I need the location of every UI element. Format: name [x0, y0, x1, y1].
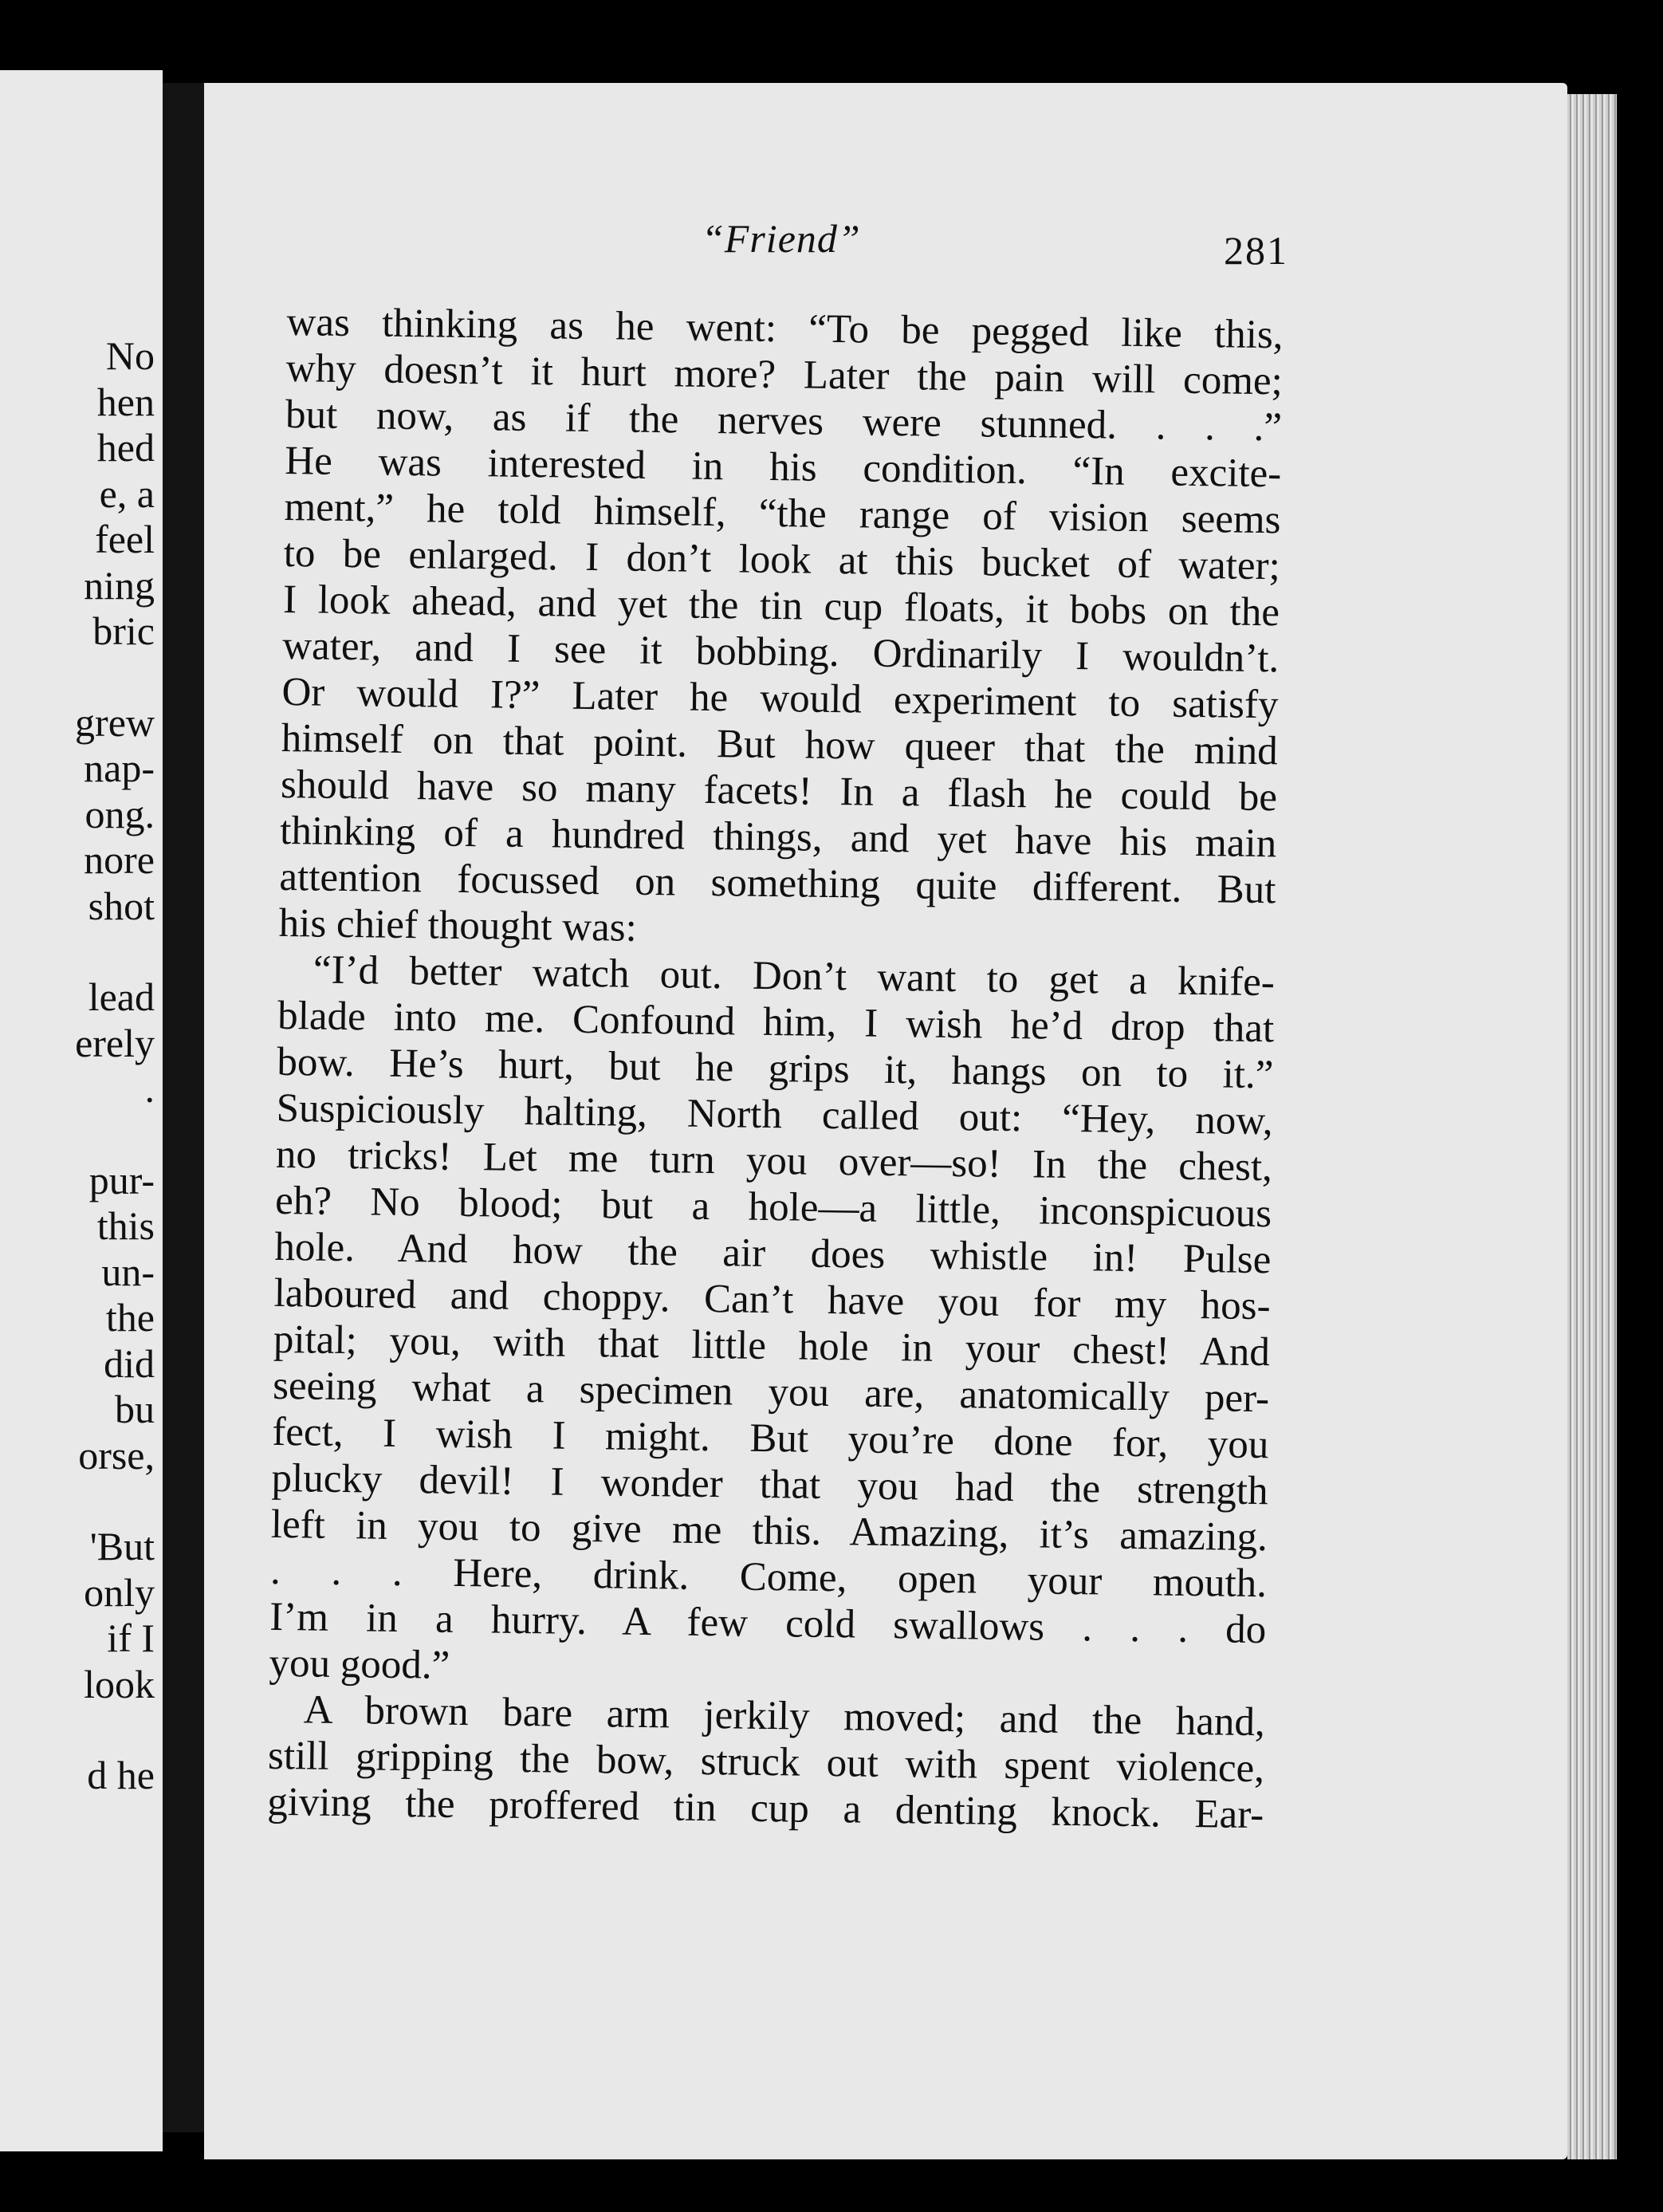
page-body-text	[267, 299, 1284, 1838]
text-line: pital; you, with that little hole in your chest! And	[273, 1317, 1271, 1376]
left-page-fragment: only	[84, 1569, 155, 1615]
text-line: why doesn’t it hurt more? Later the pain will come;	[285, 345, 1284, 404]
text-line: giving the proffered tin cup a denting knock. Ear-	[266, 1779, 1264, 1838]
left-page-fragment: if I	[107, 1616, 155, 1660]
left-page-fragment: nap-	[84, 746, 155, 790]
text-line: himself on that point. But how queer that the mind	[281, 715, 1279, 774]
left-page-fragment: hed	[96, 425, 155, 470]
text-line: to be enlarged. I don’t look at this bucket of water;	[283, 530, 1281, 589]
left-page-fragment: un-	[101, 1249, 155, 1294]
left-page-fragment: pur-	[88, 1157, 155, 1202]
left-page-fragment: bu	[115, 1387, 155, 1431]
left-page-fragment: grew	[75, 699, 155, 745]
text-line: ment,” he told himself, “the range of vision seems	[284, 484, 1281, 543]
text-line: hole. And how the air does whistle in! Pulse	[274, 1224, 1272, 1283]
left-page-fragment: .	[144, 1066, 155, 1111]
text-line: but now, as if the nerves were stunned. . . .”	[285, 392, 1283, 451]
text-line: attention focussed on something quite different. But	[279, 854, 1276, 913]
text-line: A brown bare arm jerkily moved; and the hand,	[303, 1687, 1266, 1746]
left-page-text-fragments	[0, 333, 155, 1799]
page-number: 281	[1224, 228, 1288, 273]
text-line: should have so many facets! In a flash he could be	[280, 762, 1278, 821]
left-page	[0, 70, 163, 2151]
left-page-fragment: lead	[88, 974, 155, 1019]
left-page-fragment: look	[84, 1661, 155, 1706]
text-line: “I’d better watch out. Don’t want to get a knife-	[313, 947, 1276, 1006]
left-page-fragment: e, a	[99, 470, 155, 516]
left-page-fragment: orse,	[78, 1432, 155, 1478]
left-page-fragment: bric	[92, 608, 155, 653]
left-page-fragment	[0, 655, 155, 700]
text-line: He was interested in his condition. “In excite-	[284, 438, 1282, 497]
left-page-fragment: hen	[96, 379, 155, 424]
text-line: bow. He’s hurt, but he grips it, hangs on to it.”	[277, 1039, 1274, 1098]
left-page-fragment: shot	[88, 883, 155, 928]
text-line: . . . Here, drink. Come, open your mouth.	[269, 1548, 1268, 1607]
left-page-fragment: nore	[84, 837, 155, 882]
text-line: left in you to give me this. Amazing, it’s amazing.	[270, 1502, 1268, 1561]
text-line: I look ahead, and yet the tin cup floats, it bobs on the	[282, 577, 1280, 636]
left-page-fragment: 'But	[89, 1524, 155, 1568]
left-page-fragment: ong.	[85, 791, 155, 836]
running-title: “Friend”	[702, 216, 861, 261]
page-edges	[1567, 94, 1617, 2159]
text-line: Or would I?” Later he would experiment to satisfy	[281, 669, 1279, 728]
left-page-fragment	[0, 1478, 155, 1524]
left-page-fragment: ning	[84, 562, 155, 608]
left-page-fragment: did	[104, 1340, 155, 1386]
text-line: I’m in a hurry. A few cold swallows . . . do	[269, 1594, 1267, 1653]
book-gutter	[163, 83, 204, 2132]
text-line: laboured and choppy. Can’t have you for my hos-	[273, 1270, 1271, 1329]
left-page-fragment: feel	[95, 517, 155, 561]
text-line: thinking of a hundred things, and yet have his main	[279, 808, 1277, 867]
text-line: his chief thought was:	[278, 900, 638, 951]
text-line: you good.”	[269, 1640, 450, 1688]
left-page-fragment: this	[96, 1203, 155, 1248]
text-line: seeing what a specimen you are, anatomically per-	[272, 1363, 1270, 1422]
text-line: was thinking as he went: “To be pegged like this,	[286, 299, 1284, 358]
text-line: blade into me. Confound him, I wish he’d drop that	[277, 993, 1275, 1052]
left-page-fragment: the	[105, 1295, 155, 1340]
text-line: no tricks! Let me turn you over—so! In the chest,	[275, 1132, 1273, 1191]
text-line: water, and I see it bobbing. Ordinarily I wouldn’t.	[281, 623, 1280, 682]
text-line: fect, I wish I might. But you’re done for, you	[272, 1409, 1269, 1468]
left-page-fragment: erely	[75, 1020, 155, 1065]
text-line: plucky devil! I wonder that you had the strength	[271, 1455, 1268, 1514]
left-page-fragment: No	[105, 333, 155, 378]
left-page-fragment	[0, 1707, 155, 1753]
left-page-fragment	[0, 929, 155, 974]
left-page-fragment: d he	[87, 1753, 155, 1797]
text-line: Suspiciously halting, North called out: “Hey, now,	[276, 1085, 1273, 1144]
text-line: still gripping the bow, struck out with spent violence,	[267, 1733, 1265, 1792]
left-page-fragment	[0, 1112, 155, 1158]
text-line: eh? No blood; but a hole—a little, inconspicuous	[274, 1178, 1272, 1237]
